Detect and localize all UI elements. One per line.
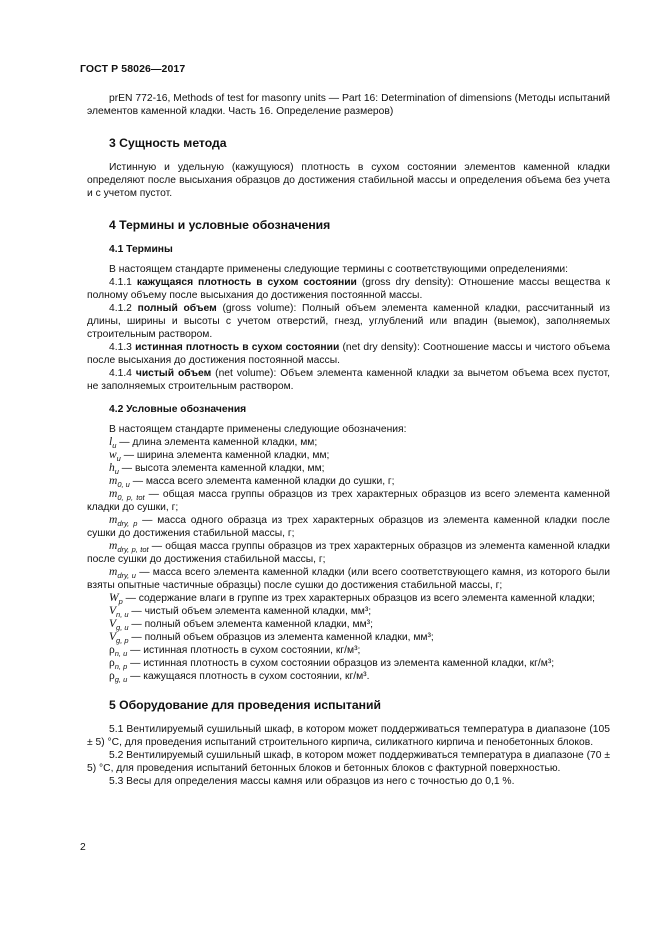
symbol-definition: — масса всего элемента каменной кладки (или всего соответствующего камня, из которого были взяты опытные частичные образцы) после сушки до достижения стабильной массы, г;: [87, 567, 610, 591]
symbol-definition: — истинная плотность в сухом состоянии образцов из элемента каменной кладки, кг/м³;: [127, 658, 555, 669]
symbol-letter: m: [109, 540, 118, 552]
symbol-definition: — масса одного образца из трех характерных образцов из элемента каменной кладки после сушки до достижения стабильной массы, г;: [87, 515, 610, 539]
symbol-item: [87, 631, 610, 644]
page-number: 2: [80, 842, 86, 853]
symbol-subscript: dry, u: [117, 571, 136, 580]
symbol-definition: — полный объем образцов из элемента каменной кладки, мм³;: [128, 632, 434, 643]
term-item: [87, 367, 610, 393]
symbol-subscript: dry, p, tot: [117, 545, 149, 554]
symbol-subscript: g, u: [116, 623, 129, 632]
term-definition: (net volume): Объем элемента каменной кладки за вычетом объема всех пустот, не заполняемых строительным раствором.: [87, 368, 610, 392]
symbol-subscript: n, p: [114, 662, 128, 671]
symbol-subscript: u: [112, 441, 117, 450]
term-name: кажущаяся плотность в сухом состоянии: [136, 277, 357, 288]
equipment-item: 5.1 Вентилируемый сушильный шкаф, в котором может поддерживаться температура в диапазоне (105 ± 5) °С, для проведения испытаний строительного кирпича, силикатного кирпича и пенобетонных блоков.: [87, 724, 610, 748]
subsection-4-2-title: 4.2 Условные обозначения: [109, 404, 247, 415]
symbol-definition: — истинная плотность в сухом состоянии, кг/м³;: [127, 645, 361, 656]
symbol-subscript: g, u: [114, 675, 128, 684]
symbol-item: [87, 644, 610, 657]
symbol-item: [87, 488, 610, 514]
symbol-item: [87, 475, 610, 488]
equipment-item: 5.3 Весы для определения массы камня или образцов из него с точностью до 0,1 %.: [109, 776, 515, 787]
symbol-letter: ρ: [109, 644, 115, 656]
symbol-item: [87, 618, 610, 631]
symbol-letter: m: [109, 514, 118, 526]
symbol-letter: h: [109, 462, 115, 474]
term-name: полный объем: [137, 303, 217, 314]
symbol-definition: — длина элемента каменной кладки, мм;: [116, 437, 318, 448]
section-3-title: 3 Сущность метода: [109, 136, 227, 150]
symbol-subscript: u: [114, 467, 119, 476]
symbol-subscript: n, u: [116, 610, 129, 619]
symbol-definition: — полный объем элемента каменной кладки, мм³;: [128, 619, 373, 630]
term-definition: (gross dry density): Отношение массы вещества к полному объему после высыхания до достижения постоянной массы.: [87, 277, 610, 301]
symbol-item: [87, 670, 610, 683]
symbol-definition: — содержание влаги в группе из трех характерных образцов из всего элемента каменной кладки;: [122, 593, 595, 604]
term-item: [87, 341, 610, 367]
symbol-subscript: 0, p, tot: [117, 493, 145, 502]
symbol-item: [87, 449, 610, 462]
symbol-definition: — кажущаяся плотность в сухом состоянии, кг/м³.: [127, 671, 370, 682]
term-name: истинная плотность в сухом состоянии: [135, 342, 340, 353]
symbol-subscript: g, p: [116, 636, 129, 645]
equipment-item: 5.2 Вентилируемый сушильный шкаф, в котором может поддерживаться температура в диапазоне (70 ± 5) °С, для проведения испытаний бетонных блоков и бетонных блоков с фактурной поверхностью.: [87, 750, 610, 774]
symbol-subscript: n, u: [114, 649, 128, 658]
symbol-letter: w: [109, 449, 117, 461]
symbol-definition: — масса всего элемента каменной кладки до сушки, г;: [129, 476, 395, 487]
symbol-letter: W: [109, 592, 119, 604]
term-item: [87, 276, 610, 302]
subsection-4-1-title: 4.1 Термины: [109, 244, 173, 255]
symbol-item: [87, 657, 610, 670]
symbol-definition: — ширина элемента каменной кладки, мм;: [120, 450, 330, 461]
term-number: 4.1.1: [109, 277, 132, 288]
symbol-item: [87, 592, 610, 605]
symbols-intro: В настоящем стандарте применены следующие обозначения:: [109, 424, 407, 435]
document-header: ГОСТ Р 58026—2017: [80, 63, 186, 75]
term-name: чистый объем: [135, 368, 212, 379]
section-5-title: 5 Оборудование для проведения испытаний: [109, 698, 382, 712]
symbol-item: [87, 514, 610, 540]
symbol-item: [87, 462, 610, 475]
symbol-subscript: dry, p: [117, 519, 138, 528]
term-number: 4.1.3: [109, 342, 132, 353]
term-number: 4.1.2: [109, 303, 132, 314]
symbol-definition: — чистый объем элемента каменной кладки, мм³;: [128, 606, 372, 617]
symbol-definition: — общая масса группы образцов из трех характерных образцов из всего элемента каменной кладки до сушки, г;: [87, 489, 610, 513]
section-3-text: Истинную и удельную (кажущуюся) плотность в сухом состоянии элементов каменной кладки определяют после высыхания образцов до достижения стабильной массы и определения объема без учета и с учетом пустот.: [87, 162, 610, 199]
symbol-letter: l: [109, 436, 113, 448]
term-definition: (net dry density): Соотношение массы и чистого объема после высыхания до достижения постоянной массы.: [87, 342, 610, 366]
symbol-letter: V: [109, 618, 117, 630]
term-number: 4.1.4: [109, 368, 132, 379]
symbol-item: [87, 605, 610, 618]
symbol-subscript: p: [118, 597, 123, 606]
symbol-item: [87, 540, 610, 566]
symbol-letter: V: [109, 631, 117, 643]
term-definition: (gross volume): Полный объем элемента каменной кладки, рассчитанный из длины, ширины и высоты с учетом отверстий, гнезд, углублений или впадин (выемок), заполняемых строительным раствором.: [87, 303, 610, 340]
symbol-letter: m: [109, 566, 118, 578]
symbol-letter: ρ: [109, 657, 115, 669]
section-4-title: 4 Термины и условные обозначения: [109, 218, 331, 232]
symbol-letter: m: [109, 488, 118, 500]
term-item: [87, 302, 610, 341]
symbol-definition: — высота элемента каменной кладки, мм;: [118, 463, 325, 474]
symbol-subscript: u: [116, 454, 121, 463]
reference-entry: prEN 772-16, Methods of test for masonry units — Part 16: Determination of dimensions (Методы испытаний элементов каменной кладки. Часть 16. Определение размеров): [87, 93, 610, 117]
terms-intro: В настоящем стандарте применены следующие термины с соответствующими определениями:: [109, 264, 569, 275]
symbol-definition: — общая масса группы образцов из трех характерных образцов из элемента каменной кладки после сушки до достижения стабильной массы, г;: [87, 541, 610, 565]
symbol-letter: V: [109, 605, 117, 617]
symbol-letter: ρ: [109, 670, 115, 682]
symbol-item: [87, 566, 610, 592]
symbol-subscript: 0, u: [117, 480, 130, 489]
document-body: [87, 92, 610, 788]
symbol-item: [87, 436, 610, 449]
symbol-letter: m: [109, 475, 118, 487]
